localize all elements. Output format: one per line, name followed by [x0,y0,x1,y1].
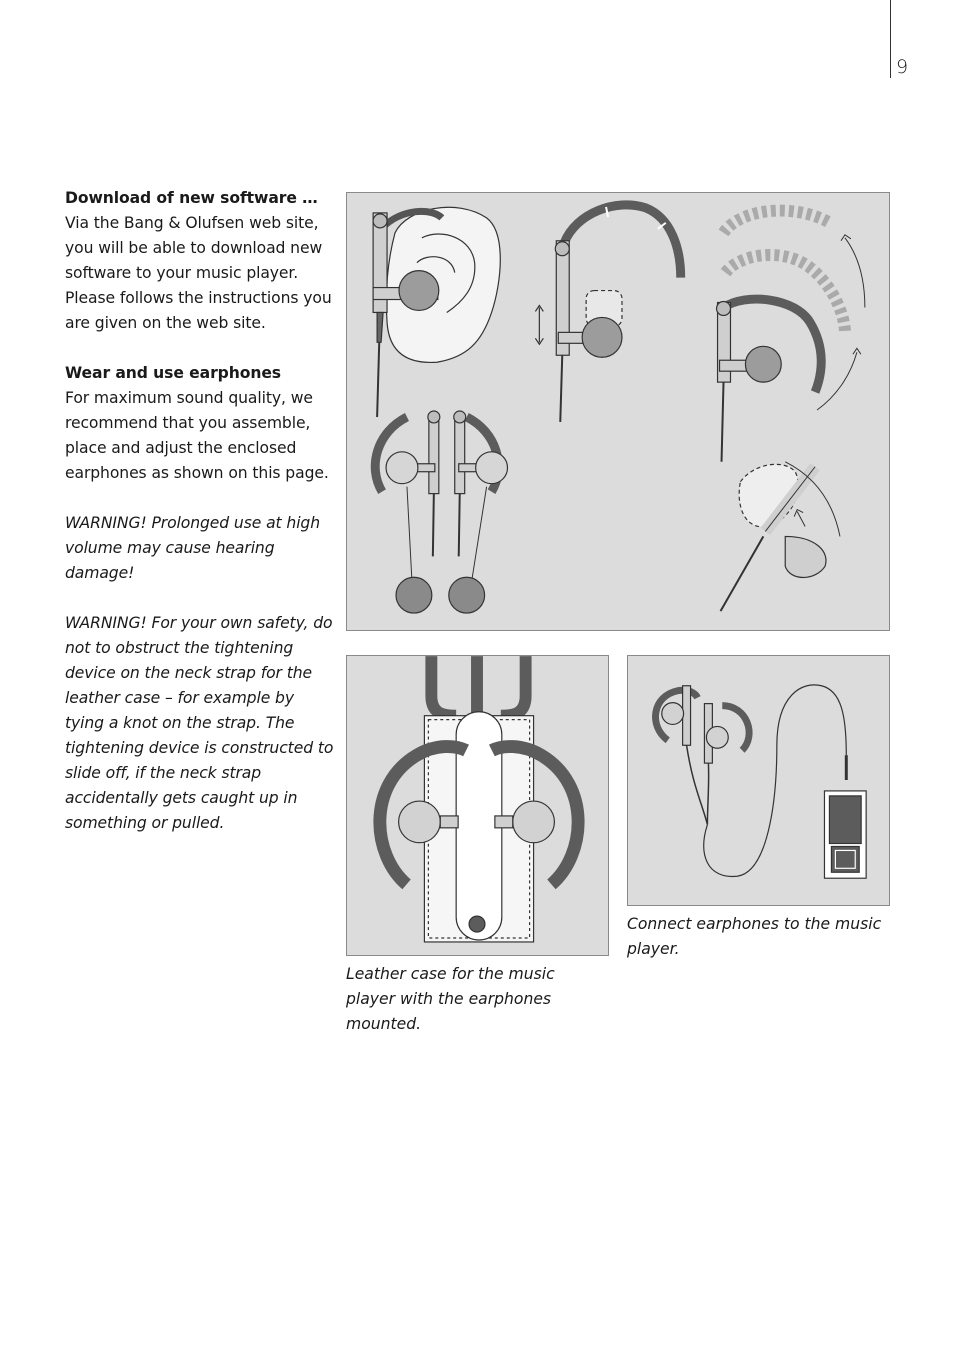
page-number: 9 [896,56,909,78]
download-body: Via the Bang & Olufsen web site, you will be able to download new software to your music player. Please follows the instructions you are given on the web site. [65,214,332,332]
warning-volume: WARNING! Prolonged use at high volume may cause hearing damage! [65,514,321,582]
text-column [65,186,335,861]
wear-heading: Wear and use earphones [65,364,281,382]
connect-player-illustration [627,655,890,906]
leather-case-illustration [346,655,609,956]
wear-body: For maximum sound quality, we recommend that you assemble, place and adjust the enclosed earphones as shown on this page. [65,389,329,482]
connect-player-caption: Connect earphones to the music player. [627,915,882,958]
wear-section [65,361,335,486]
download-section [65,186,335,336]
leather-case-drawing [347,656,608,955]
connect-player-drawing [628,656,889,905]
earphone-assembly-drawing [347,193,889,630]
download-heading: Download of new software … [65,189,318,207]
page-rule [890,0,891,78]
leather-case-caption: Leather case for the music player with the earphones mounted. [346,965,555,1033]
warning-safety: WARNING! For your own safety, do not to obstruct the tightening device on the neck strap for the leather case – for example by tying a knot on the strap. The tightening device is constructed to slide off, if the neck strap accidentally gets caught up in something or pulled. [65,614,334,832]
earphone-assembly-illustration [346,192,890,631]
